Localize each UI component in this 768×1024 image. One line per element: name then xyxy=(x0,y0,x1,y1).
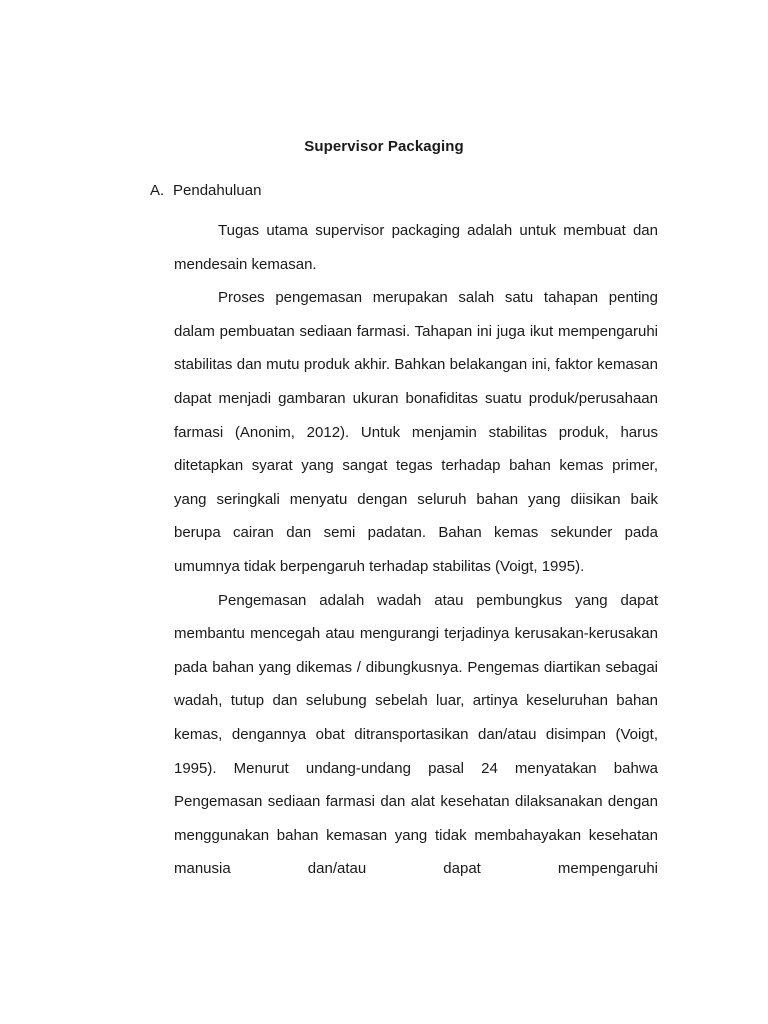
document-title: Supervisor Packaging xyxy=(304,138,464,155)
paragraph: Pengemasan adalah wadah atau pembungkus yang dapat membantu mencegah atau mengurangi terjadinya kerusakan-kerusakan pada bahan yang dikemas / dibungkusnya. Pengemas diartikan sebagai wadah, tutup dan selubung sebelah luar, artinya keseluruhan bahan kemas, dengannya obat ditransportasikan dan/atau disimpan (Voigt, 1995). Menurut undang-undang pasal 24 menyatakan bahwa Pengemasan sediaan farmasi dan alat kesehatan dilaksanakan dengan menggunakan bahan kemasan yang tidak membahayakan kesehatan manusia dan/atau dapat mempengaruhi xyxy=(174,591,658,878)
section-marker: A. xyxy=(150,182,165,199)
paragraph: Proses pengemasan merupakan salah satu tahapan penting dalam pembuatan sediaan farmasi. Tahapan ini juga ikut mempengaruhi stabilitas dan mutu produk akhir. Bahkan belakangan ini, faktor kemasan dapat menjadi gambaran ukuran bonafiditas suatu produk/perusahaan farmasi (Anonim, 2012). Untuk menjamin stabilitas produk, harus ditetapkan syarat yang sangat tegas terhadap bahan kemas primer, yang seringkali menyatu dengan seluruh bahan yang diisikan baik berupa cairan dan semi padatan. Bahan kemas sekunder pada umumnya tidak berpengaruh terhadap stabilitas (Voigt, 1995). xyxy=(174,289,658,575)
section-heading xyxy=(150,181,261,201)
document-body xyxy=(174,214,658,886)
section-heading-text: Pendahuluan xyxy=(173,182,262,199)
paragraph: Tugas utama supervisor packaging adalah untuk membuat dan mendesain kemasan. xyxy=(174,222,658,273)
